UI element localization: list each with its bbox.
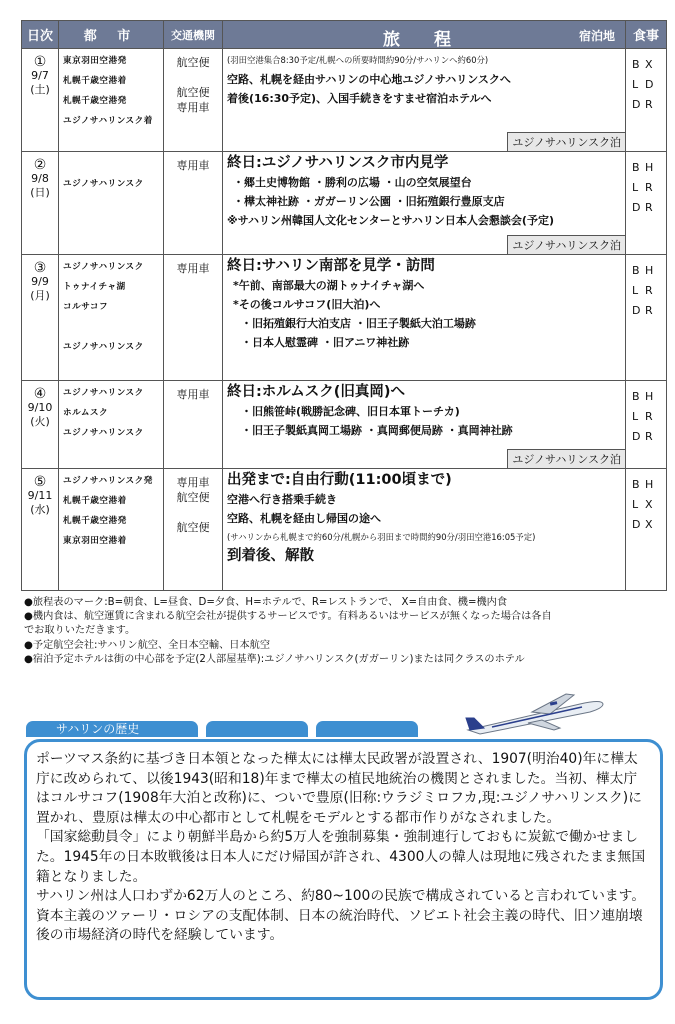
header-meals: 食事 xyxy=(626,21,667,49)
city-item: ホルムスク xyxy=(63,408,109,418)
meal-code: H xyxy=(645,264,654,277)
note-line: ●旅程表のマーク:B=朝食、L=昼食、D=夕食、H=ホテルで、R=レストランで、 X=自由食、機=機内食 xyxy=(24,597,508,608)
transport-item: 航空便 xyxy=(176,86,210,99)
schedule-line: *午前、南部最大の湖トゥナイチャ湖へ xyxy=(233,279,425,292)
city-item: トゥナイチャ湖 xyxy=(63,282,126,292)
meal-code: X xyxy=(645,518,653,531)
meal-row xyxy=(632,301,666,321)
note-line: ●機内食は、航空運賃に含まれる航空会社が提供するサービスです。有料あるいはサービスが無くなった場合は各自 xyxy=(24,611,552,623)
meal-code: R xyxy=(645,98,653,111)
note-line: ●予定航空会社:サハリン航空、全日本空輸、日本航空 xyxy=(24,639,271,651)
city-item: ユジノサハリンスク xyxy=(63,428,144,438)
city-item: ユジノサハリンスク発 xyxy=(63,476,153,486)
cities-cell xyxy=(59,469,164,591)
schedule-line: 空路、札幌を経由サハリンの中心地ユジノサハリンスクへ xyxy=(227,73,511,86)
day-weekday: (土) xyxy=(30,83,50,96)
city-item: コルサコフ xyxy=(63,302,109,312)
city-item: 札幌千歳空港着 xyxy=(63,76,127,86)
schedule-line: 空路、札幌を経由し帰国の途へ xyxy=(227,512,381,525)
day-weekday: (火) xyxy=(30,415,50,428)
meal-row xyxy=(632,475,666,495)
meal-code: R xyxy=(645,410,653,423)
hotel-label: ユジノサハリンスク泊 xyxy=(507,132,625,152)
meal-row xyxy=(632,75,666,95)
transport-cell xyxy=(164,255,223,381)
day-cell xyxy=(22,255,59,381)
history-box xyxy=(24,739,663,1000)
schedule-line: 着後(16:30予定)、入国手続きをすませ宿泊ホテルへ xyxy=(227,92,492,105)
meal-code: X xyxy=(645,498,653,511)
meal-code: D xyxy=(632,98,641,111)
city-item: ユジノサハリンスク xyxy=(63,342,144,352)
meal-code: R xyxy=(645,304,653,317)
header-transport: 交通機関 xyxy=(164,21,223,49)
tab-blank-3[interactable] xyxy=(316,721,418,737)
transport-item: 専用車 xyxy=(176,476,210,489)
itinerary-row xyxy=(22,152,667,255)
hotel-label: ユジノサハリンスク泊 xyxy=(507,449,625,469)
transport-item xyxy=(164,70,222,85)
schedule-cell xyxy=(223,255,626,381)
meals-cell xyxy=(626,469,667,591)
transport-cell xyxy=(164,469,223,591)
schedule-cell xyxy=(223,49,626,152)
transport-item: 航空便 xyxy=(176,521,210,534)
meal-code: L xyxy=(632,181,639,194)
header-hotel-label: 宿泊地 xyxy=(578,29,615,43)
city-item: 札幌千歳空港発 xyxy=(63,96,127,106)
schedule-line: 到着後、解散 xyxy=(227,548,314,564)
table-header-row xyxy=(22,21,667,49)
meal-code: H xyxy=(645,161,654,174)
meal-code: D xyxy=(632,304,641,317)
day-number: ⑤ xyxy=(33,474,47,490)
transport-item: 専用車 xyxy=(176,159,210,172)
itinerary-row xyxy=(22,381,667,469)
meal-code: B xyxy=(632,390,640,403)
header-city: 都 市 xyxy=(59,21,164,49)
schedule-line: (サハリンから札幌まで約60分/札幌から羽田まで時間約90分/羽田空港16:05予定) xyxy=(227,532,536,542)
day-number: ③ xyxy=(33,260,47,276)
day-date: 9/8 xyxy=(31,172,49,185)
day-date: 9/10 xyxy=(27,401,53,414)
cities-cell xyxy=(59,49,164,152)
itinerary-table xyxy=(21,20,667,591)
transport-item: 航空便 xyxy=(176,491,210,504)
meal-code: D xyxy=(645,78,654,91)
meal-row xyxy=(632,407,666,427)
meal-code: B xyxy=(632,58,640,71)
history-paragraph: 「国家総動員令」により朝鮮半島から約5万人を強制募集・強制連行しておもに炭鉱で働かせました。1945年の日本敗戦後は日本人にだけ帰国が許され、4300人の韓人は現地に残されたまま無国籍となりました。 xyxy=(36,829,646,885)
schedule-line: 終日:サハリン南部を見学・訪問 xyxy=(227,258,435,274)
meal-code: R xyxy=(645,181,653,194)
meal-row xyxy=(632,158,666,178)
day-cell xyxy=(22,152,59,255)
schedule-line: 終日:ホルムスク(旧真岡)へ xyxy=(227,384,405,400)
airplane-icon xyxy=(462,690,606,736)
note-line: ●宿泊予定ホテルは街の中心部を予定(2人部屋基準):ユジノサハリンスク(ガガーリン)または同クラスのホテル xyxy=(24,653,525,665)
day-date: 9/11 xyxy=(27,489,53,502)
schedule-line: 空港へ行き搭乗手続き xyxy=(227,493,337,506)
meal-code: B xyxy=(632,478,640,491)
day-date: 9/9 xyxy=(31,275,49,288)
city-item xyxy=(63,154,163,174)
meal-code: X xyxy=(645,58,653,71)
meal-code: D xyxy=(632,201,641,214)
itinerary-row xyxy=(22,255,667,381)
city-item: ユジノサハリンスク着 xyxy=(63,116,153,126)
meal-code: B xyxy=(632,161,640,174)
hotel-label: ユジノサハリンスク泊 xyxy=(507,235,625,255)
schedule-line: ・郷土史博物館 ・勝利の広場 ・山の空気展望台 xyxy=(233,176,472,189)
history-paragraph: ポーツマス条約に基づき日本領となった樺太には樺太民政署が設置され、1907(明治40)年に樺太庁に改められて、以後1943(昭和18)年まで樺太の植民地統治の機関とされました。当初、樺太庁はコルサコフ(1908年大泊と改称)に、ついで豊原(旧称:ウラジミロフカ,現:ユジノサハリンスク)に置かれ、豊原は樺太の中心都市として札幌をモデルとする都市作りがなされました。 xyxy=(36,751,642,826)
schedule-line: 出発まで:自由行動(11:00頃まで) xyxy=(227,472,452,488)
schedule-line: ・樺太神社跡 ・ガガーリン公園 ・旧拓殖銀行豊原支店 xyxy=(233,195,505,208)
meal-code: D xyxy=(632,430,641,443)
schedule-line: ※サハリン州韓国人文化センターとサハリン日本人会懇談会(予定) xyxy=(227,214,554,227)
meal-code: H xyxy=(645,478,654,491)
schedule-line: ・日本人慰霊碑 ・旧アニワ神社跡 xyxy=(241,336,410,349)
transport-item: 航空便 xyxy=(176,56,210,69)
city-item: ユジノサハリンスク xyxy=(63,388,144,398)
day-number: ④ xyxy=(33,386,47,402)
day-weekday: (月) xyxy=(30,289,50,302)
day-number: ① xyxy=(33,54,47,70)
meals-cell xyxy=(626,255,667,381)
city-item: 札幌千歳空港発 xyxy=(63,516,127,526)
meal-code: L xyxy=(632,284,639,297)
meal-row xyxy=(632,261,666,281)
transport-item xyxy=(164,505,222,520)
meal-code: R xyxy=(645,201,653,214)
header-day: 日次 xyxy=(22,21,59,49)
transport-item: 専用車 xyxy=(176,101,210,114)
city-item: ユジノサハリンスク xyxy=(63,179,144,189)
header-schedule xyxy=(223,21,626,49)
meals-cell xyxy=(626,381,667,469)
day-cell xyxy=(22,469,59,591)
meal-row xyxy=(632,387,666,407)
meal-row xyxy=(632,198,666,218)
city-item: 札幌千歳空港着 xyxy=(63,496,127,506)
meal-code: B xyxy=(632,264,640,277)
city-item xyxy=(63,317,163,337)
transport-cell xyxy=(164,381,223,469)
itinerary-row xyxy=(22,469,667,591)
header-schedule-label: 旅 程 xyxy=(383,30,465,50)
meal-code: R xyxy=(645,284,653,297)
meal-row xyxy=(632,427,666,447)
schedule-cell xyxy=(223,152,626,255)
day-cell xyxy=(22,49,59,152)
schedule-cell xyxy=(223,469,626,591)
schedule-line: ・旧王子製紙真岡工場跡 ・真岡郵便局跡 ・真岡神社跡 xyxy=(241,424,513,437)
schedule-cell xyxy=(223,381,626,469)
transport-cell xyxy=(164,152,223,255)
tab-history[interactable]: サハリンの歴史 xyxy=(26,721,198,737)
itinerary-row xyxy=(22,49,667,152)
meal-code: L xyxy=(632,498,639,511)
day-number: ② xyxy=(33,157,47,173)
meal-row xyxy=(632,515,666,535)
schedule-line: ・旧拓殖銀行大泊支店 ・旧王子製紙大泊工場跡 xyxy=(241,317,476,330)
meal-row xyxy=(632,495,666,515)
meal-row xyxy=(632,281,666,301)
city-item: 東京羽田空港発 xyxy=(63,56,127,66)
meals-cell xyxy=(626,49,667,152)
schedule-line: *その後コルサコフ(旧大泊)へ xyxy=(233,298,381,311)
meal-code: R xyxy=(645,430,653,443)
day-weekday: (水) xyxy=(30,503,50,516)
meal-code: D xyxy=(632,518,641,531)
meal-code: H xyxy=(645,390,654,403)
transport-item: 専用車 xyxy=(176,388,210,401)
transport-item: 専用車 xyxy=(176,262,210,275)
day-date: 9/7 xyxy=(31,69,49,82)
meal-row xyxy=(632,178,666,198)
tab-blank-2[interactable] xyxy=(206,721,308,737)
note-line: でお取りいただきます。 xyxy=(24,625,136,637)
schedule-line: ・旧熊笹峠(戦勝記念碑、旧日本軍トーチカ) xyxy=(241,405,460,418)
cities-cell xyxy=(59,255,164,381)
day-cell xyxy=(22,381,59,469)
day-weekday: (日) xyxy=(30,186,50,199)
notes xyxy=(24,596,664,667)
meal-row xyxy=(632,55,666,75)
meal-row xyxy=(632,95,666,115)
meal-code: L xyxy=(632,78,639,91)
schedule-line: (羽田空港集合8:30予定/札幌への所要時間約90分/サハリンへ約60分) xyxy=(227,55,489,65)
schedule-line: 終日:ユジノサハリンスク市内見学 xyxy=(227,155,449,171)
meal-code: L xyxy=(632,410,639,423)
city-item: 東京羽田空港着 xyxy=(63,536,127,546)
history-paragraph: サハリン州は人口わずか62万人のところ、約80~100の民族で構成されていると言われています。資本主義のツァーリ・ロシアの支配体制、日本の統治時代、ソビエト社会主義の時代、旧ソ連崩壊後の市場経済の時代を経験しています。 xyxy=(36,888,646,944)
transport-cell xyxy=(164,49,223,152)
cities-cell xyxy=(59,381,164,469)
cities-cell xyxy=(59,152,164,255)
city-item: ユジノサハリンスク xyxy=(63,262,144,272)
meals-cell xyxy=(626,152,667,255)
